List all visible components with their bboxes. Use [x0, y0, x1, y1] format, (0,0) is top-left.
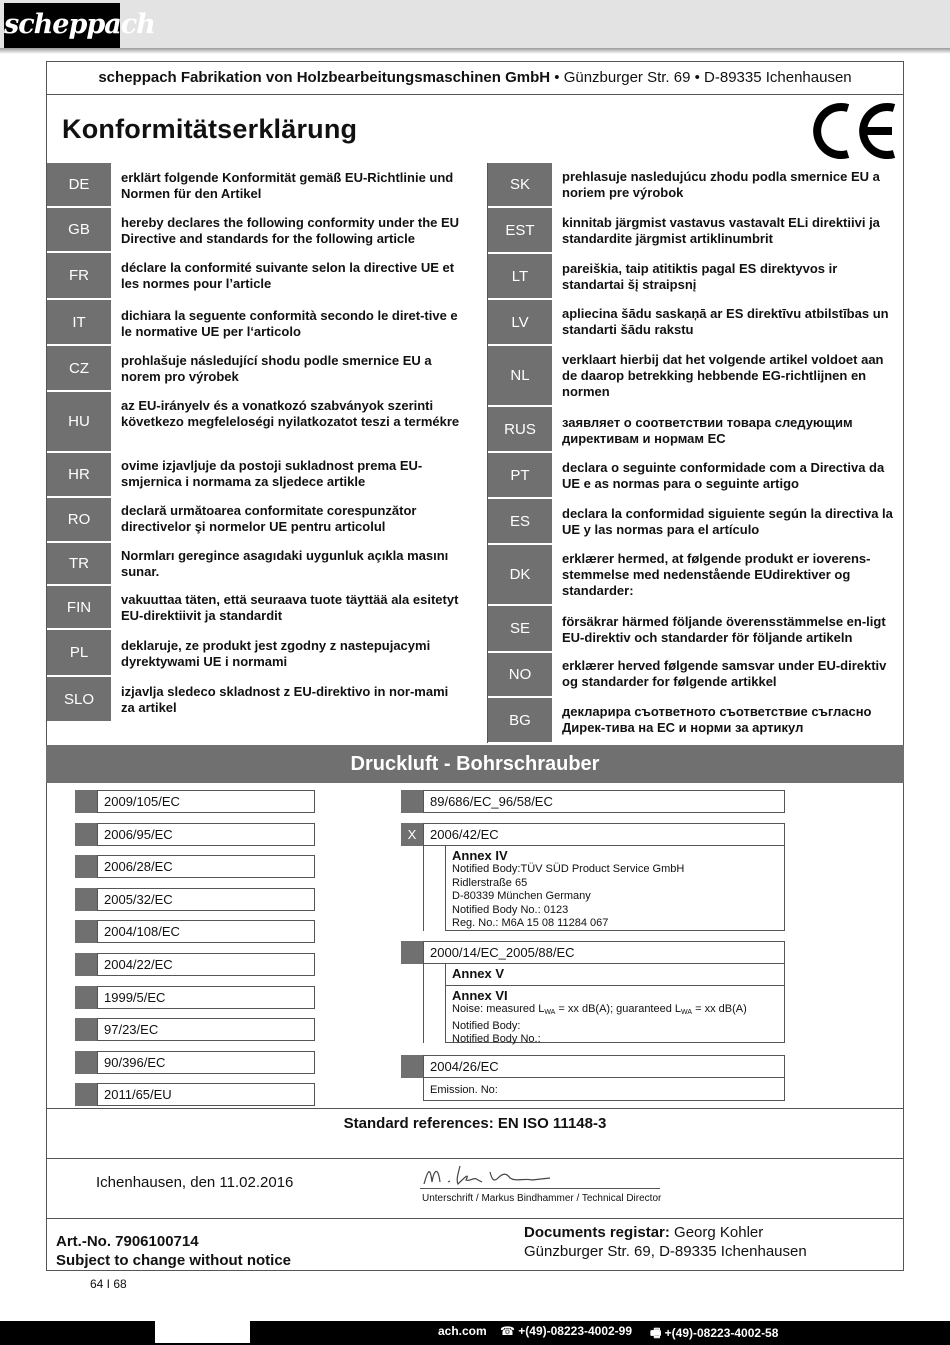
directive-label: 2005/32/EC — [97, 888, 315, 911]
directive-checkbox — [75, 920, 97, 943]
language-code-no: NO — [488, 653, 552, 698]
language-code-est: EST — [488, 208, 552, 254]
directive-label: 2004/26/EC — [423, 1055, 785, 1078]
footer-phone: ☎ +(49)-08223-4002-99 — [500, 1324, 633, 1338]
language-code-bg: BG — [488, 698, 552, 744]
divider — [46, 1218, 904, 1219]
signature-caption: Unterschrift / Markus Bindhammer / Technical Director — [422, 1193, 662, 1204]
language-code-hr: HR — [47, 453, 111, 498]
language-code-it: IT — [47, 300, 111, 346]
annex-iv-box — [445, 846, 785, 931]
place-date: Ichenhausen, den 11.02.2016 — [96, 1174, 294, 1191]
directive-label: 97/23/EC — [97, 1018, 315, 1041]
registrar-address: Günzburger Str. 69, D-89335 Ichenhausen — [524, 1243, 807, 1260]
declaration-text-lt: pareiškia, taip atitiktis pagal ES direktyvos ir standartai šį straipsnį — [562, 261, 838, 292]
directive-checkbox — [401, 941, 423, 964]
company-address: • Günzburger Str. 69 • D-89335 Ichenhausen — [550, 69, 852, 86]
directive-label: 1999/5/EC — [97, 986, 315, 1009]
standard-references: Standard references: EN ISO 11148-3 — [343, 1115, 607, 1132]
declaration-text-lv: apliecina šādu saskaņā ar ES direktīvu atbilstības un standarti šādu rakstu — [562, 306, 889, 337]
declaration-text-gb: hereby declares the following conformity under the EU Directive and standards for the following article — [121, 215, 460, 246]
language-code-cz: CZ — [47, 346, 111, 392]
declaration-text-no: erklærer herved følgende samsvar under EU-direktiv og standarder for følgende artikkel — [562, 658, 887, 689]
declaration-text-it: dichiara la seguente conformità secondo le diret-tive e le normative UE per l‘articolo — [121, 308, 458, 339]
declaration-text-est: kinnitab järgmist vastavus vastavalt ELi direktiivi ja standardite järgmist artiklinumbrit — [562, 215, 880, 246]
top-bar-shadow — [0, 48, 950, 54]
declaration-text-hr: ovime izjavljuje da postoji sukladnost prema EU-smjernica i normama za sljedece artikle — [121, 458, 423, 489]
directive-label: 89/686/EC_96/58/EC — [423, 790, 785, 813]
declaration-text-es: declara la conformidad siguiente según la directiva la UE y las normas para el artículo — [562, 506, 893, 537]
directive-checkbox — [75, 1083, 97, 1106]
declaration-text-tr: Normları geregince asagıdaki uygunluk açıkla masını sunar. — [121, 548, 449, 579]
footer-gap — [155, 1321, 250, 1343]
declaration-text-ro: declară următoarea conformitate corespunzător directivelor şi normelor UE pentru articolul — [121, 503, 417, 534]
notified-body-number: Notified Body No.: 0123 — [452, 903, 569, 916]
page-title: Konformitätserklärung — [62, 114, 358, 144]
declaration-text-se: försäkrar härmed följande överensstämmelse en-ligt EU-direktiv och standarder för följande artikeln — [562, 614, 886, 645]
language-code-lt: LT — [488, 254, 552, 300]
footer-website: ach.com — [438, 1324, 487, 1338]
language-code-es: ES — [488, 499, 552, 545]
language-code-fin: FIN — [47, 586, 111, 630]
article-number: Art.-No. 7906100714 — [56, 1233, 199, 1250]
declaration-text-rus: заявляет о соответствии товара следующим директивам и нормам ЕС — [562, 415, 853, 446]
language-code-hu: HU — [47, 392, 111, 453]
language-code-ro: RO — [47, 498, 111, 543]
language-code-slo: SLO — [47, 677, 111, 723]
declaration-text-fr: déclare la conformité suivante selon la directive UE et les normes pour l’article — [121, 260, 455, 291]
language-code-pt: PT — [488, 453, 552, 499]
notified-body-city: D-80339 München Germany — [452, 890, 591, 902]
notified-body-street: Ridlerstraße 65 — [452, 876, 528, 889]
declaration-text-fin: vakuuttaa täten, että seuraava tuote täyttää ala esitetyt EU-direktiivit ja standardit — [121, 592, 459, 623]
declaration-text-sk: prehlasuje nasledujúcu zhodu podla smernice EU a noriem pre výrobok — [562, 169, 880, 200]
indent-line — [423, 964, 424, 1043]
declaration-text-cz: prohlašuje následující shodu podle smernice EU a norem pro výrobek — [121, 353, 432, 384]
footer-fax: 🖷 +(49)-08223-4002-58 — [650, 1326, 779, 1340]
directive-checkbox — [75, 823, 97, 846]
directive-checkbox — [75, 953, 97, 976]
directive-checkbox — [75, 790, 97, 813]
subject-note: Subject to change without notice — [56, 1252, 292, 1269]
language-code-sk: SK — [488, 163, 552, 208]
directive-label: 2009/105/EC — [97, 790, 315, 813]
language-code-pl: PL — [47, 630, 111, 677]
directive-label: 2000/14/EC_2005/88/EC — [423, 941, 785, 964]
directive-label: 2011/65/EU — [97, 1083, 315, 1106]
column-separator — [487, 163, 488, 743]
directive-label: 2006/28/EC — [97, 855, 315, 878]
language-code-tr: TR — [47, 543, 111, 586]
declaration-text-pl: deklaruje, ze produkt jest zgodny z nastepujacymi dyrektywami UE i normami — [121, 638, 431, 669]
annex-title: Annex VI — [452, 988, 508, 1003]
notified-body-line: Notified Body:TÜV SÜD Product Service GmbH — [452, 863, 685, 875]
declaration-text-nl: verklaart hierbij dat het volgende artikel voldoet aan de daarop betrekking hebbende EG-richtlijnen en normen — [562, 352, 884, 399]
declaration-text-de: erklärt folgende Konformität gemäß EU-Richtlinie und Normen für den Artikel — [121, 170, 454, 201]
declaration-text-bg: декларира съответното съответствие съгласно Дирек-тива на ЕС и норми за артикул — [562, 704, 872, 735]
noise-line: Noise: measured $L_{WA}$ = xx dB(A); guaranteed $L_{WA}$ = xx dB(A) — [452, 1003, 747, 1016]
annex-title: Annex V — [452, 966, 505, 981]
ce-mark-icon — [810, 100, 900, 162]
directive-checkbox — [75, 986, 97, 1009]
declaration-text-pt: declara o seguinte conformidade com a Directiva da UE e as normas para o seguinte artigo — [562, 460, 885, 491]
language-code-gb: GB — [47, 208, 111, 253]
product-title: Druckluft - Bohrschrauber — [46, 745, 904, 783]
directive-checkbox — [401, 1055, 423, 1078]
directive-checkbox — [75, 855, 97, 878]
documents-registrar: Documents registar: Georg Kohler — [524, 1224, 764, 1241]
declaration-text-hu: az EU-irányelv és a vonatkozó szabványok szerinti következo megfeleloségi nyilatkozatot teszi a termékre — [121, 398, 460, 429]
scheppach-logo: scheppach — [4, 3, 120, 48]
annex-title: Annex IV — [452, 848, 508, 863]
signature-image — [420, 1160, 570, 1190]
directive-checkbox — [75, 1018, 97, 1041]
language-code-nl: NL — [488, 346, 552, 407]
language-code-de: DE — [47, 163, 111, 208]
directive-checkbox — [75, 888, 97, 911]
company-name: scheppach Fabrikation von Holzbearbeitungsmaschinen GmbH — [98, 69, 551, 86]
annex-v-box — [445, 964, 785, 986]
language-code-se: SE — [488, 606, 552, 653]
emission-box: Emission. No: — [423, 1078, 785, 1101]
annex-vi-box — [445, 986, 785, 1043]
indent-line — [423, 846, 424, 931]
registration-number: Reg. No.: M6A 15 08 11284 067 — [452, 917, 609, 929]
declaration-text-slo: izjavlja sledeco skladnost z EU-direktivo in nor-mami za artikel — [121, 684, 449, 715]
language-code-dk: DK — [488, 545, 552, 606]
page-number: 64 I 68 — [90, 1277, 127, 1291]
signature-line — [420, 1188, 660, 1189]
directive-label: 2006/42/EC — [423, 823, 785, 846]
directive-label: 2004/22/EC — [97, 953, 315, 976]
language-code-lv: LV — [488, 300, 552, 346]
directive-label: 2004/108/EC — [97, 920, 315, 943]
directive-label: 90/396/EC — [97, 1051, 315, 1074]
notified-body-number: Notified Body No.: — [452, 1033, 541, 1045]
directive-checkbox: X — [401, 823, 423, 846]
language-code-fr: FR — [47, 253, 111, 300]
company-line — [46, 61, 904, 95]
language-code-rus: RUS — [488, 407, 552, 453]
directive-checkbox — [75, 1051, 97, 1074]
directive-label: 2006/95/EC — [97, 823, 315, 846]
declaration-text-dk: erklærer hermed, at følgende produkt er ioverens-stemmelse med nedenstående EUdirektiver og standarder: — [562, 551, 871, 598]
directive-checkbox — [401, 790, 423, 813]
notified-body-line: Notified Body: — [452, 1019, 521, 1032]
